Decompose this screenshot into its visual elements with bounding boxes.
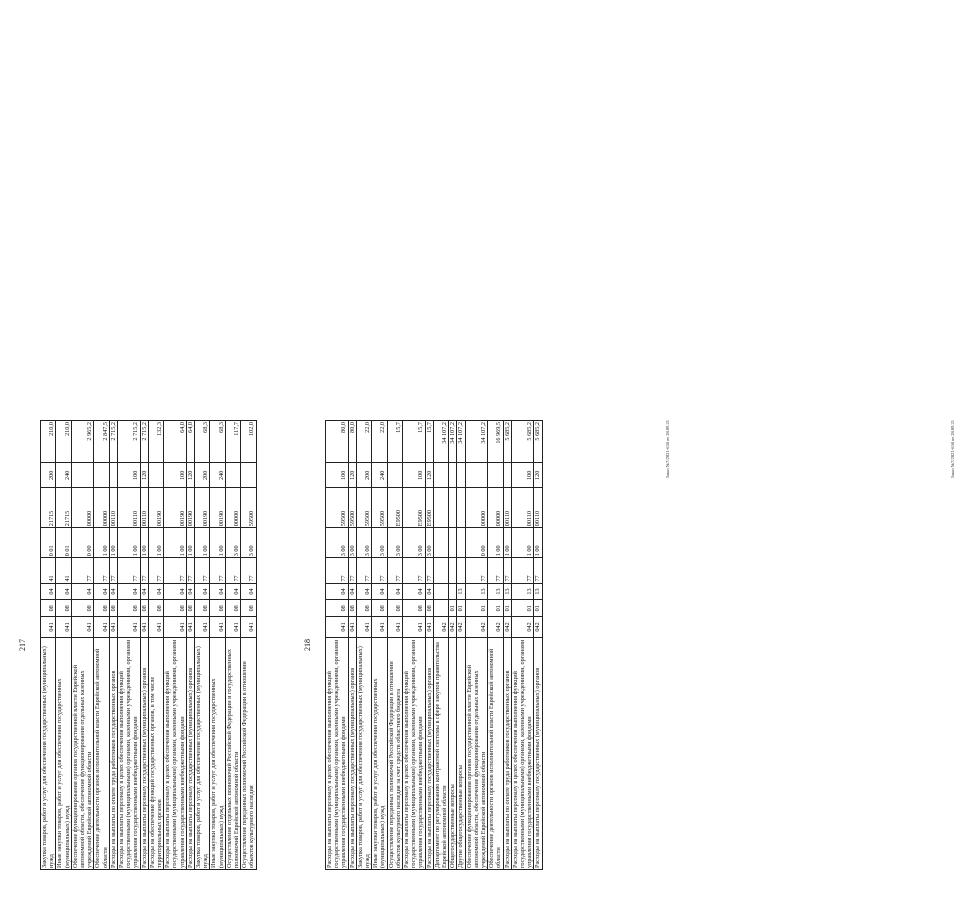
cell-program: 41 [41,558,56,583]
cell-subprogram: 3 00 [403,528,426,558]
cell-subprogram [433,528,448,558]
cell-ministry: 042 [534,617,542,637]
row-name: Расходы на обеспечение функций государственных органов, в том числе территориальных органов [148,637,163,869]
cell-ministry: 042 [465,617,488,637]
cell-subprogram [449,528,457,558]
table-row [425,421,433,870]
table-row [465,421,488,870]
row-name: Обеспечение деятельности органов исполнительной власти Еврейской автономной области [94,637,109,869]
cell-program: 77 [109,558,117,583]
cell-ministry: 041 [71,617,94,637]
cell-subprogram: 1 00 [511,528,534,558]
cell-direction: 00110 [503,488,511,528]
cell-subsection: 04 [241,583,256,600]
cell-program: 77 [348,558,356,583]
cell-program: 77 [425,558,433,583]
table-row [118,421,141,870]
cell-ministry: 041 [210,617,225,637]
cell-section: 01 [457,600,465,617]
cell-ministry: 041 [326,617,349,637]
cell-direction: 59500 [356,488,371,528]
cell-program: 77 [210,558,225,583]
cell-direction [457,488,465,528]
cell-amount: 64,0 [164,421,187,463]
table-row [148,421,163,870]
row-name: Расходы на выплаты персоналу в целях обеспечения выполнения функций государственными (муниципальными) органами, казенными учреждениями, органами управления государственными внебюджетными фондами [511,637,534,869]
cell-section: 08 [326,600,349,617]
page-number: 218 [303,639,312,651]
table-row [403,421,426,870]
cell-expense-type: 120 [140,463,148,488]
cell-expense-type: 240 [56,463,71,488]
cell-subsection: 04 [348,583,356,600]
cell-section: 08 [356,600,371,617]
cell-direction: 21715 [56,488,71,528]
table-row [348,421,356,870]
cell-program: 77 [148,558,163,583]
cell-amount: 16 969,5 [488,421,503,463]
cell-program: 77 [118,558,141,583]
page-number: 217 [18,639,27,651]
cell-amount: 15,7 [425,421,433,463]
cell-section: 08 [56,600,71,617]
cell-subsection: 04 [186,583,194,600]
cell-section: 01 [511,600,534,617]
table-row [387,421,402,870]
row-name: Иные закупки товаров, работ и услуг для обеспечения государственных (муниципальных) нужд [210,637,225,869]
row-name: Расходы на выплаты персоналу в целях обеспечения выполнения функций государственными (муниципальными) органами, казенными учреждениями, органами управления государственными внебюджетными фондами [403,637,426,869]
cell-ministry: 041 [56,617,71,637]
cell-ministry: 041 [109,617,117,637]
cell-direction: 00000 [225,488,240,528]
cell-direction: 00110 [534,488,542,528]
cell-expense-type: 100 [164,463,187,488]
cell-direction: 00000 [71,488,94,528]
table-row [41,421,56,870]
cell-amount: 210,0 [41,421,56,463]
cell-amount: 68,3 [195,421,210,463]
cell-amount: 2 847,5 [94,421,109,463]
cell-ministry: 042 [457,617,465,637]
cell-program [433,558,448,583]
table-row [488,421,503,870]
table-row [534,421,542,870]
cell-direction: 00190 [186,488,194,528]
cell-direction: E9500 [387,488,402,528]
cell-ministry: 042 [433,617,448,637]
cell-direction: 00000 [94,488,109,528]
cell-ministry: 041 [356,617,371,637]
table-row [511,421,534,870]
row-name: Расходы на выплаты персоналу в целях обеспечения выполнения функций государственными (муниципальными) органами, казенными учреждениями, органами управления государственными внебюджетными фондами [326,637,349,869]
cell-subsection: 13 [465,583,488,600]
cell-subprogram: 0 00 [71,528,94,558]
cell-direction: E9500 [425,488,433,528]
cell-amount: 64,0 [186,421,194,463]
cell-subprogram: 1 00 [534,528,542,558]
cell-expense-type: 240 [372,463,387,488]
table-row [56,421,71,870]
cell-subsection: 13 [457,583,465,600]
cell-subprogram: 0 00 [465,528,488,558]
cell-expense-type [488,463,503,488]
cell-subsection: 04 [140,583,148,600]
table-row [449,421,457,870]
cell-subsection [433,583,448,600]
cell-direction: 00000 [488,488,503,528]
cell-subsection: 13 [488,583,503,600]
cell-subsection: 04 [225,583,240,600]
cell-expense-type: 100 [118,463,141,488]
cell-program: 77 [534,558,542,583]
cell-subprogram: 3 00 [348,528,356,558]
cell-section: 08 [372,600,387,617]
row-name: Расходы на выплаты персоналу в целях обеспечения выполнения функций государственными (муниципальными) органами, казенными учреждениями, органами управления государственными внебюджетными фондами [118,637,141,869]
row-name: Расходы на выплаты по оплате труда работников государственных органов [109,637,117,869]
cell-amount: 210,0 [56,421,71,463]
cell-direction: 00110 [118,488,141,528]
row-name: Расходы на выплаты персоналу в целях обеспечения выполнения функций государственными (муниципальными) органами, казенными учреждениями, органами управления государственными внебюджетными фондами [164,637,187,869]
cell-program: 77 [140,558,148,583]
cell-amount: 34 107,2 [433,421,448,463]
cell-ministry: 042 [511,617,534,637]
cell-section: 01 [465,600,488,617]
cell-section: 01 [503,600,511,617]
cell-subprogram: 3 00 [225,528,240,558]
cell-amount: 102,0 [241,421,256,463]
cell-program: 77 [195,558,210,583]
cell-direction: 00110 [140,488,148,528]
cell-section: 01 [534,600,542,617]
cell-expense-type: 120 [186,463,194,488]
table-row [94,421,109,870]
row-name: Расходы на выплаты персоналу государственных (муниципальных) органов [534,637,542,869]
cell-expense-type: 120 [348,463,356,488]
table-row [372,421,387,870]
row-name: Расходы на выплаты персоналу государственных (муниципальных) органов [140,637,148,869]
cell-subprogram: 3 00 [356,528,371,558]
cell-subprogram: 3 00 [326,528,349,558]
cell-direction: 59500 [348,488,356,528]
cell-section: 08 [140,600,148,617]
budget-table [325,420,543,870]
row-name: Закупка товаров, работ и услуг для обеспечения государственных (муниципальных) нужд [195,637,210,869]
cell-subsection: 13 [534,583,542,600]
cell-ministry: 041 [94,617,109,637]
budget-table [40,420,257,870]
cell-amount: 80,0 [326,421,349,463]
cell-amount: 5 685,2 [511,421,534,463]
cell-program: 77 [511,558,534,583]
cell-amount: 15,7 [387,421,402,463]
cell-program [457,558,465,583]
cell-section: 01 [449,600,457,617]
cell-subsection: 04 [148,583,163,600]
cell-direction: 00190 [164,488,187,528]
cell-ministry: 041 [118,617,141,637]
cell-amount: 22,0 [356,421,371,463]
cell-direction: E9500 [403,488,426,528]
cell-ministry: 041 [164,617,187,637]
cell-program: 41 [56,558,71,583]
cell-subsection [449,583,457,600]
cell-section: 08 [186,600,194,617]
cell-amount: 2 715,2 [140,421,148,463]
print-stamp: Заказ №7/2021-658 от 28.09.21 [665,420,670,479]
row-name: Закупка товаров, работ и услуг для обеспечения государственных (муниципальных) нужд [41,637,56,869]
cell-section: 01 [488,600,503,617]
cell-section: 08 [109,600,117,617]
cell-direction: 59500 [326,488,349,528]
cell-subprogram: 1 00 [140,528,148,558]
cell-direction: 59500 [241,488,256,528]
cell-amount: 2 965,2 [71,421,94,463]
cell-ministry: 042 [488,617,503,637]
cell-ministry: 041 [186,617,194,637]
cell-program: 77 [465,558,488,583]
cell-ministry: 041 [403,617,426,637]
cell-expense-type [94,463,109,488]
cell-subprogram: 0 01 [41,528,56,558]
cell-subsection: 04 [56,583,71,600]
cell-section: 08 [195,600,210,617]
cell-subsection: 04 [403,583,426,600]
cell-program: 77 [241,558,256,583]
table-row [109,421,117,870]
cell-ministry: 042 [503,617,511,637]
row-name: Расходы на выплаты по оплате труда работников государственных органов [503,637,511,869]
cell-subprogram: 1 00 [118,528,141,558]
cell-expense-type [109,463,117,488]
cell-program: 77 [356,558,371,583]
cell-direction: 00190 [195,488,210,528]
cell-ministry: 041 [348,617,356,637]
cell-amount: 15,7 [403,421,426,463]
cell-ministry: 041 [225,617,240,637]
cell-subsection: 04 [356,583,371,600]
cell-section: 08 [164,600,187,617]
cell-program: 77 [71,558,94,583]
table-row [225,421,240,870]
row-name: Другие общегосударственные вопросы [457,637,465,869]
cell-expense-type: 200 [356,463,371,488]
table-row [326,421,349,870]
cell-section: 08 [425,600,433,617]
table-row [71,421,94,870]
cell-amount: 2 715,2 [118,421,141,463]
cell-direction: 00110 [109,488,117,528]
row-name: Общегосударственные вопросы [449,637,457,869]
cell-subsection: 04 [41,583,56,600]
cell-expense-type [433,463,448,488]
cell-expense-type: 100 [326,463,349,488]
cell-subprogram: 3 00 [372,528,387,558]
cell-amount: 132,3 [148,421,163,463]
cell-section: 08 [348,600,356,617]
cell-section: 08 [225,600,240,617]
cell-subsection: 04 [372,583,387,600]
cell-ministry: 041 [387,617,402,637]
table-row [457,421,465,870]
cell-section: 08 [387,600,402,617]
cell-subprogram: 1 00 [210,528,225,558]
cell-section: 08 [241,600,256,617]
cell-expense-type [465,463,488,488]
cell-program: 77 [488,558,503,583]
cell-expense-type: 100 [511,463,534,488]
table-row [186,421,194,870]
row-name: Иные закупки товаров, работ и услуг для обеспечения государственных (муниципальных) нужд [56,637,71,869]
cell-section: 08 [210,600,225,617]
cell-subsection: 04 [118,583,141,600]
cell-direction: 00190 [148,488,163,528]
cell-ministry: 041 [148,617,163,637]
cell-program: 77 [326,558,349,583]
table-row [433,421,448,870]
row-name: Расходы на выплаты персоналу государственных (муниципальных) органов [425,637,433,869]
cell-expense-type: 100 [403,463,426,488]
cell-subsection: 04 [71,583,94,600]
row-name: Расходы на выплаты персоналу государственных (муниципальных) органов [186,637,194,869]
cell-subprogram: 1 00 [503,528,511,558]
cell-amount: 22,0 [372,421,387,463]
cell-section: 08 [403,600,426,617]
cell-amount: 80,0 [348,421,356,463]
cell-subsection: 04 [109,583,117,600]
cell-program: 77 [372,558,387,583]
cell-expense-type: 120 [425,463,433,488]
cell-subprogram: 3 00 [387,528,402,558]
cell-ministry: 041 [241,617,256,637]
cell-section: 08 [71,600,94,617]
cell-expense-type: 200 [41,463,56,488]
table-row [140,421,148,870]
cell-expense-type [225,463,240,488]
cell-direction: 00190 [210,488,225,528]
row-name: Обеспечение функционирования органов государственной власти Еврейской автономной области, обеспечение функционирования отдельных казенных учреждений Еврейской автономной области [465,637,488,869]
cell-ministry: 041 [41,617,56,637]
cell-expense-type: 200 [195,463,210,488]
cell-subprogram: 3 00 [241,528,256,558]
cell-section [433,600,448,617]
cell-subprogram: 1 00 [164,528,187,558]
cell-subsection: 04 [425,583,433,600]
print-stamp: Заказ №7/2021-658 от 28.09.21 [950,420,955,479]
cell-subprogram: 1 00 [109,528,117,558]
cell-subsection: 13 [503,583,511,600]
table-row [356,421,371,870]
cell-section: 08 [94,600,109,617]
cell-amount: 117,7 [225,421,240,463]
cell-subsection: 13 [511,583,534,600]
cell-amount: 34 107,2 [449,421,457,463]
table-row [164,421,187,870]
row-name: Закупка товаров, работ и услуг для обеспечения государственных (муниципальных) нужд [356,637,371,869]
cell-direction [449,488,457,528]
row-name: Осуществление отдельных полномочий Российской Федерации и государственных полномочий Еврейской автономной области [225,637,240,869]
cell-amount: 68,3 [210,421,225,463]
cell-ministry: 041 [140,617,148,637]
row-name: Обеспечение деятельности органов исполнительной власти Еврейской автономной области [488,637,503,869]
cell-amount: 34 107,2 [457,421,465,463]
cell-subprogram: 1 00 [488,528,503,558]
table-row [241,421,256,870]
cell-subprogram [457,528,465,558]
cell-expense-type [71,463,94,488]
cell-subsection: 04 [94,583,109,600]
table-row [210,421,225,870]
cell-direction: 00000 [465,488,488,528]
cell-subsection: 04 [164,583,187,600]
cell-amount: 2 715,2 [109,421,117,463]
cell-ministry: 041 [372,617,387,637]
row-name: Расходы на выплаты персоналу государственных (муниципальных) органов [348,637,356,869]
cell-program: 77 [94,558,109,583]
cell-subprogram: 1 00 [195,528,210,558]
cell-program [449,558,457,583]
cell-expense-type [387,463,402,488]
cell-subprogram: 1 00 [148,528,163,558]
cell-program: 77 [186,558,194,583]
cell-subprogram: 1 00 [94,528,109,558]
cell-direction: 00110 [511,488,534,528]
cell-subprogram: 1 00 [186,528,194,558]
row-name: Осуществление переданных полномочий Российской Федерации в отношении объектов культурного наследия [241,637,256,869]
cell-ministry: 041 [425,617,433,637]
cell-section: 08 [41,600,56,617]
cell-amount: 5 685,2 [503,421,511,463]
row-name: Осуществление переданных полномочий Российской Федерации в отношении объектов культурного наследия за счет средств областного бюджета [387,637,402,869]
cell-section: 08 [118,600,141,617]
row-name: Департамент по регулированию контрактной системы в сфере закупок правительства Еврейской автономной области [433,637,448,869]
cell-direction: 59500 [372,488,387,528]
cell-subprogram: 0 01 [56,528,71,558]
row-name: Иные закупки товаров, работ и услуг для обеспечения государственных (муниципальных) нужд [372,637,387,869]
cell-expense-type [457,463,465,488]
cell-ministry: 042 [449,617,457,637]
cell-expense-type: 120 [534,463,542,488]
cell-subprogram: 3 00 [425,528,433,558]
cell-direction: 21715 [41,488,56,528]
cell-subsection: 04 [326,583,349,600]
cell-amount: 34 107,2 [465,421,488,463]
cell-expense-type [449,463,457,488]
cell-program: 77 [225,558,240,583]
cell-expense-type [241,463,256,488]
cell-ministry: 041 [195,617,210,637]
cell-subsection: 04 [210,583,225,600]
cell-expense-type [503,463,511,488]
right-page [303,420,955,870]
cell-program: 77 [164,558,187,583]
cell-program: 77 [403,558,426,583]
cell-program: 77 [387,558,402,583]
cell-program: 77 [503,558,511,583]
table-row [503,421,511,870]
cell-amount: 5 685,2 [534,421,542,463]
table-row [195,421,210,870]
cell-section: 08 [148,600,163,617]
cell-subsection: 04 [387,583,402,600]
cell-expense-type [148,463,163,488]
row-name: Обеспечение функционирования органов государственной власти Еврейской автономной области, обеспечение функционирования отдельных казенных учреждений Еврейской автономной области [71,637,94,869]
cell-subsection: 04 [195,583,210,600]
cell-expense-type: 240 [210,463,225,488]
cell-direction [433,488,448,528]
